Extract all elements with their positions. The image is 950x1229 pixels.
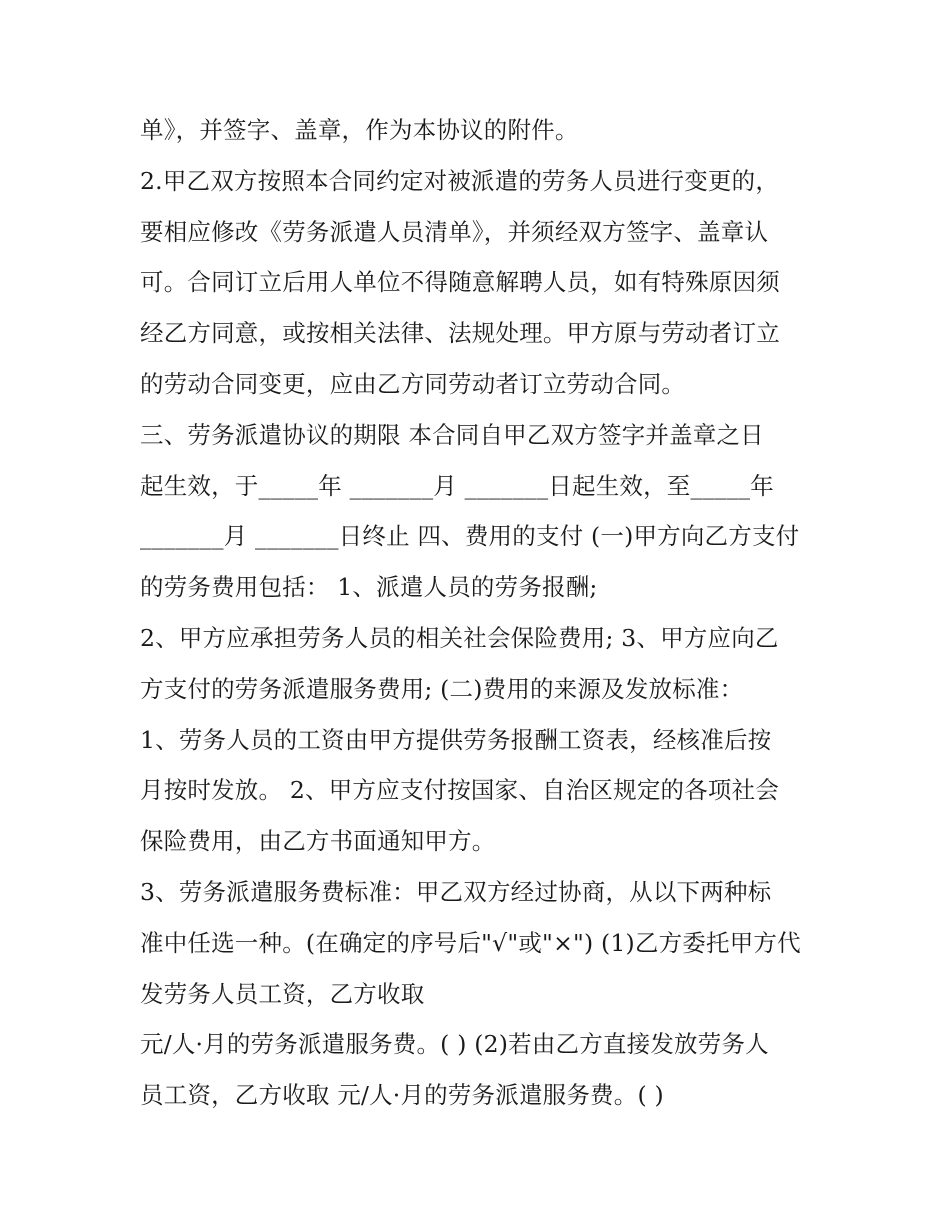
text-line: 要相应修改《劳务派遣人员清单》，并须经双方签字、盖章认	[140, 217, 769, 246]
text-line: 保险费用，由乙方书面通知甲方。	[140, 827, 496, 856]
text-line: 经乙方同意，或按相关法律、法规处理。甲方原与劳动者订立	[140, 319, 780, 348]
text-line: 员工资，乙方收取 元/人·月的劳务派遣服务费。( )	[140, 1081, 664, 1110]
text-line: 1、劳务人员的工资由甲方提供劳务报酬工资表，经核准后按	[140, 725, 772, 754]
text-line: 起生效，于_____年 _______月 _______日起生效，至_____年	[140, 471, 774, 500]
text-line: _______月 _______日终止 四、费用的支付 (一)甲方向乙方支付	[140, 522, 800, 551]
document-body	[140, 105, 830, 1121]
text-line: 三、劳务派遣协议的期限 本合同自甲乙双方签字并盖章之日	[140, 420, 764, 449]
text-line: 元/人·月的劳务派遣服务费。( ) (2)若由乙方直接发放劳务人	[140, 1030, 769, 1059]
text-line: 单》，并签字、盖章，作为本协议的附件。	[140, 116, 579, 144]
text-line: 准中任选一种。(在确定的序号后"√"或"×") (1)乙方委托甲方代	[140, 928, 801, 957]
text-line: 3、劳务派遣服务费标准：甲乙双方经过协商，从以下两种标	[140, 877, 772, 906]
text-line: 可。合同订立后用人单位不得随意解聘人员，如有特殊原因须	[140, 268, 780, 297]
text-line: 的劳务费用包括： 1、派遣人员的劳务报酬;	[140, 573, 598, 602]
text-line: 方支付的劳务派遣服务费用; (二)费用的来源及发放标准：	[140, 674, 744, 703]
text-line: 的劳动合同变更，应由乙方同劳动者订立劳动合同。	[140, 369, 686, 398]
text-line: 月按时发放。 2、甲方应支付按国家、自治区规定的各项社会	[140, 776, 780, 805]
text-line: 发劳务人员工资，乙方收取	[140, 979, 425, 1008]
text-line: 2.甲乙双方按照本合同约定对被派遣的劳务人员进行变更的，	[140, 166, 780, 195]
text-line: 2、甲方应承担劳务人员的相关社会保险费用; 3、甲方应向乙	[140, 623, 779, 652]
